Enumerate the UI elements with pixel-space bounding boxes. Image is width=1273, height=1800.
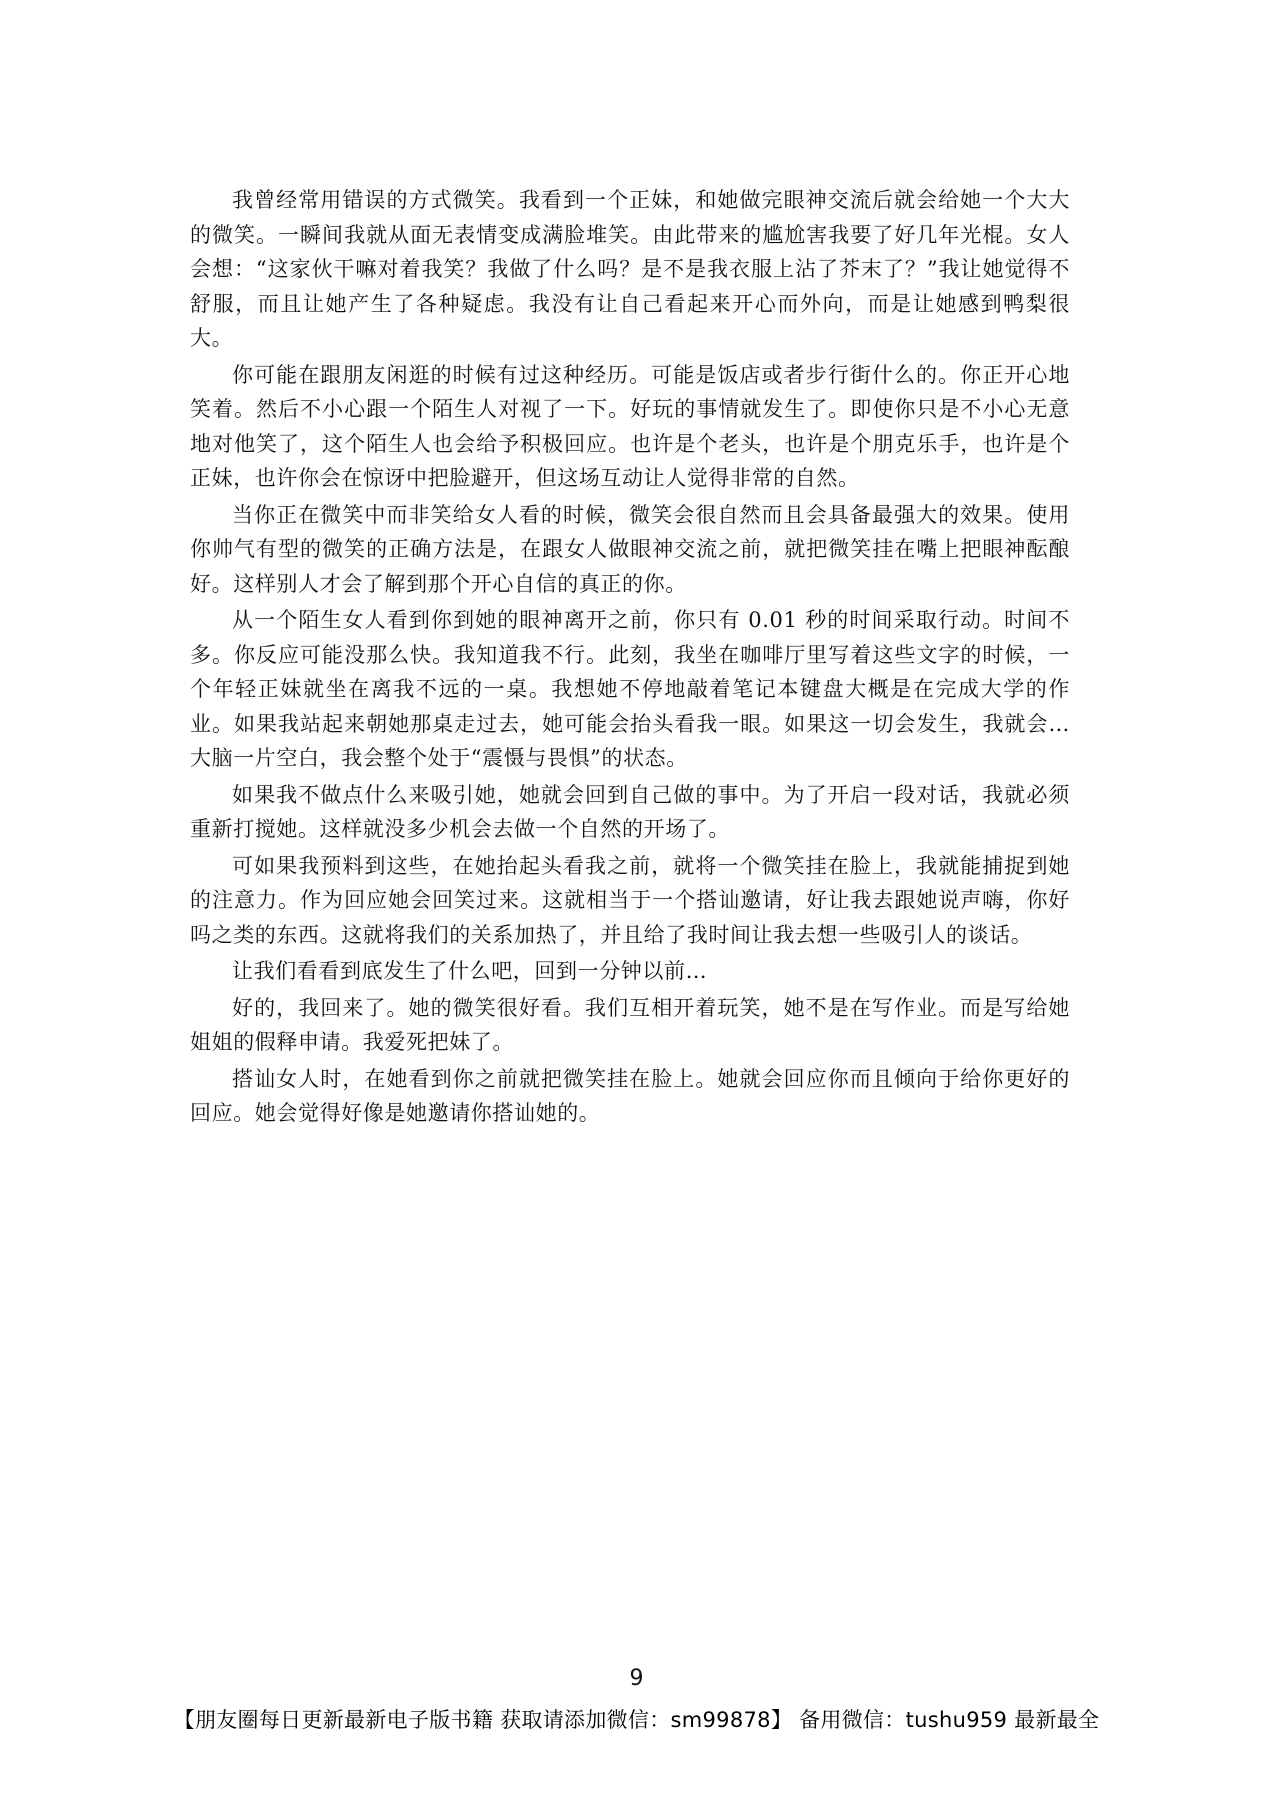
- paragraph: 好的，我回来了。她的微笑很好看。我们互相开着玩笑，她不是在写作业。而是写给她姐姐的假释申请。我爱死把妹了。: [190, 995, 1070, 1054]
- paragraph: 可如果我预料到这些，在她抬起头看我之前，就将一个微笑挂在脸上，我就能捕捉到她的注意力。作为回应她会回笑过来。这就相当于一个搭讪邀请，好让我去跟她说声嗨，你好吗之类的东西。这就将我们的关系加热了，并且给了我时间让我去想一些吸引人的谈话。: [190, 853, 1070, 947]
- footer-banner: 【朋友圈每日更新最新电子版书籍 获取请添加微信：sm99878】 备用微信：tushu959 最新最全: [173, 1708, 1100, 1732]
- paragraph: 搭讪女人时，在她看到你之前就把微笑挂在脸上。她就会回应你而且倾向于给你更好的回应。她会觉得好像是她邀请你搭讪她的。: [190, 1066, 1070, 1125]
- paragraph: 如果我不做点什么来吸引她，她就会回到自己做的事中。为了开启一段对话，我就必须重新打搅她。这样就没多少机会去做一个自然的开场了。: [190, 782, 1070, 841]
- paragraph: 我曾经常用错误的方式微笑。我看到一个正妹，和她做完眼神交流后就会给她一个大大的微笑。一瞬间我就从面无表情变成满脸堆笑。由此带来的尴尬害我要了好几年光棍。女人会想：“这家伙干嘛对着我笑？我做了什么吗？是不是我衣服上沾了芥末了？”我让她觉得不舒服，而且让她产生了各种疑虑。我没有让自己看起来开心而外向，而是让她感到鸭梨很大。: [190, 188, 1070, 350]
- paragraph: 从一个陌生女人看到你到她的眼神离开之前，你只有 0.01 秒的时间采取行动。时间不多。你反应可能没那么快。我知道我不行。此刻，我坐在咖啡厅里写着这些文字的时候，一个年轻正妹就坐在离我不远的一桌。我想她不停地敲着笔记本键盘大概是在完成大学的作业。如果我站起来朝她那桌走过去，她可能会抬头看我一眼。如果这一切会发生，我就会…大脑一片空白，我会整个处于“震慑与畏惧”的状态。: [190, 608, 1070, 770]
- paragraph: 你可能在跟朋友闲逛的时候有过这种经历。可能是饭店或者步行街什么的。你正开心地笑着。然后不小心跟一个陌生人对视了一下。好玩的事情就发生了。即使你只是不小心无意地对他笑了，这个陌生人也会给予积极回应。也许是个老头，也许是个朋克乐手，也许是个正妹，也许你会在惊讶中把脸避开，但这场互动让人觉得非常的自然。: [190, 362, 1070, 490]
- page-number: 9: [629, 1666, 644, 1691]
- paragraph: 当你正在微笑中而非笑给女人看的时候，微笑会很自然而且会具备最强大的效果。使用你帅气有型的微笑的正确方法是，在跟女人做眼神交流之前，就把微笑挂在嘴上把眼神酝酿好。这样别人才会了解到那个开心自信的真正的你。: [190, 502, 1070, 596]
- body-text: [190, 183, 1070, 1133]
- paragraph: 让我们看看到底发生了什么吧，回到一分钟以前…: [232, 959, 708, 983]
